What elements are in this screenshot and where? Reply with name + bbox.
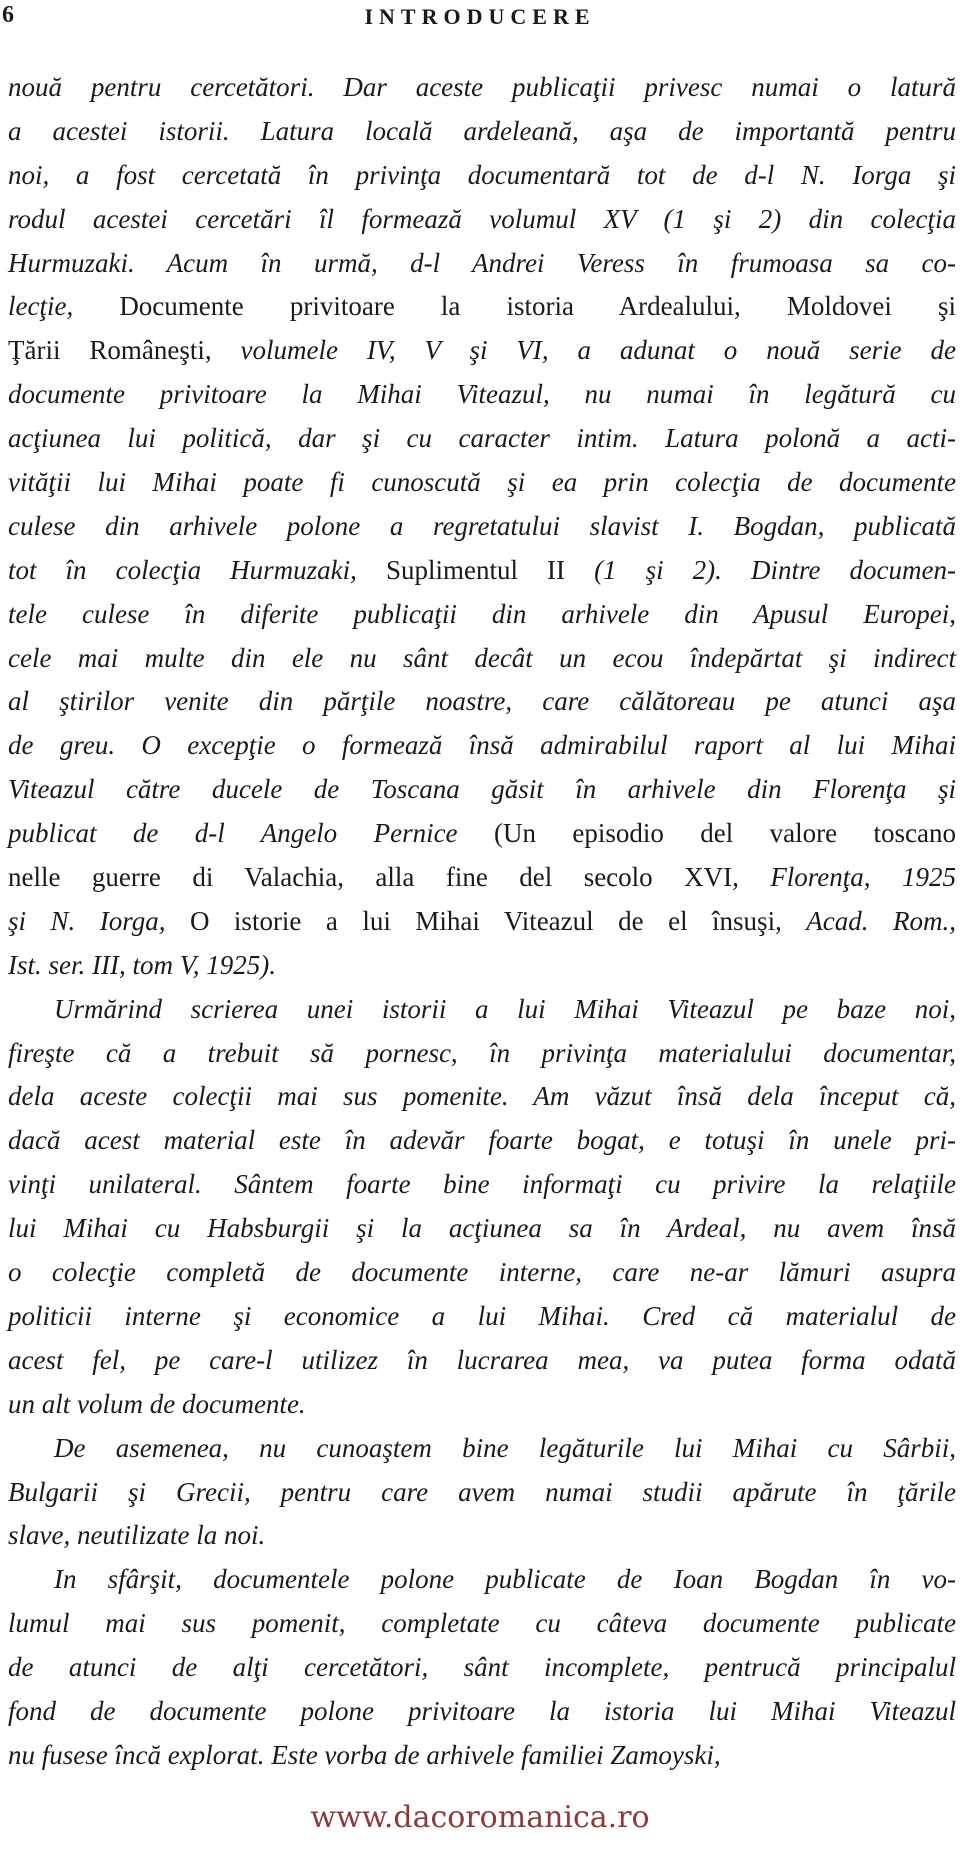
roman-run: Documente privitoare la istoria Ardealului, Moldovei şi <box>119 291 956 322</box>
text-line <box>8 549 956 593</box>
text-line <box>8 1646 956 1690</box>
italic-run: Bulgarii şi Grecii, pentru care avem numai studii apărute în ţările <box>8 1476 956 1507</box>
italic-run: Hurmuzaki. Acum în urmă, d-l Andrei Veress în frumoasa sa co- <box>8 247 956 278</box>
italic-run: fireşte că a trebuit să pornesc, în privinţa materialului documentar, <box>8 1037 956 1068</box>
text-line <box>8 242 956 286</box>
italic-run: Urmărind scrierea unei istorii a lui Mihai Viteazul pe baze noi, <box>54 993 956 1024</box>
text-line <box>8 1207 956 1251</box>
text-line <box>8 768 956 812</box>
text-line <box>8 505 956 549</box>
text-line <box>8 856 956 900</box>
italic-run: tot în colecţia Hurmuzaki, <box>8 554 386 585</box>
text-line <box>8 417 956 461</box>
italic-run: vinţi unilateral. Sântem foarte bine informaţi cu privire la relaţiile <box>8 1169 956 1200</box>
italic-run: tele culese în diferite publicaţii din arhivele din Apusul Europei, <box>8 598 956 629</box>
text-line <box>8 1119 956 1163</box>
text-line <box>8 1295 956 1339</box>
roman-run: Suplimentul II <box>385 554 595 585</box>
text-line <box>8 110 956 154</box>
paragraph <box>8 1427 956 1559</box>
italic-run: un alt volum de documente. <box>8 1388 306 1419</box>
italic-run: Viteazul către ducele de Toscana găsit în arhivele din Florenţa şi <box>8 774 956 805</box>
italic-run: a acestei istorii. Latura locală ardeleană, aşa de importantă pentru <box>8 115 956 146</box>
italic-run: culese din arhivele polone a regretatului slavist I. Bogdan, publicată <box>8 510 956 541</box>
italic-run: cele mai multe din ele nu sânt decât un ecou îndepărtat şi indirect <box>8 642 956 673</box>
text-line <box>8 637 956 681</box>
italic-run: Ist. ser. III, tom V, 1925). <box>8 949 276 980</box>
roman-run: (Un episodio del valore toscano <box>493 818 956 849</box>
italic-run: In sfârşit, documentele polone publicate de Ioan Bogdan în vo- <box>54 1564 956 1595</box>
italic-run: lui Mihai cu Habsburgii şi la acţiunea sa în Ardeal, nu avem însă <box>8 1213 956 1244</box>
italic-run: nouă pentru cercetători. Dar aceste publicaţii privesc numai o latură <box>8 72 956 102</box>
italic-run: fond de documente polone privitoare la istoria lui Mihai Viteazul <box>8 1695 956 1726</box>
text-line <box>8 1427 956 1471</box>
running-title: INTRODUCERE <box>364 4 596 29</box>
paragraph <box>8 66 956 988</box>
text-line <box>8 988 956 1032</box>
italic-run: lecţie, <box>8 291 120 322</box>
text-line <box>8 1602 956 1646</box>
italic-run: De asemenea, nu cunoaştem bine legăturile lui Mihai cu Sârbii, <box>54 1432 956 1463</box>
italic-run: vităţii lui Mihai poate fi cunoscută şi ea prin colecţia de documente <box>8 467 956 498</box>
body-text <box>8 66 956 1778</box>
italic-run: documente privitoare la Mihai Viteazul, nu numai în legătură cu <box>8 379 956 410</box>
text-line <box>8 680 956 724</box>
italic-run: dacă acest material este în adevăr foarte bogat, e totuşi în unele pri- <box>8 1125 956 1156</box>
roman-run: Ţării Româneşti, <box>8 335 241 366</box>
text-line <box>8 1075 956 1119</box>
italic-run: politicii interne şi economice a lui Mihai. Cred că materialul de <box>8 1300 956 1331</box>
text-line <box>8 1339 956 1383</box>
paragraph <box>8 988 956 1427</box>
italic-run: de greu. O excepţie o formează însă admirabilul raport al lui Mihai <box>8 730 956 761</box>
italic-run: şi N. Iorga, <box>8 905 190 936</box>
roman-run: nelle guerre di Valachia, alla fine del secolo XVI, <box>8 862 771 893</box>
italic-run: rodul acestei cercetări îl formează volumul XV (1 şi 2) din colecţia <box>8 203 956 234</box>
page-number: 6 <box>2 2 14 28</box>
watermark-url: www.dacoromanica.ro <box>310 1800 650 1835</box>
text-line <box>8 329 956 373</box>
text-line <box>8 1690 956 1734</box>
italic-run: (1 şi 2). Dintre documen- <box>594 554 956 585</box>
text-line <box>8 900 956 944</box>
italic-run: volumele IV, V şi VI, a adunat o nouă serie de <box>240 335 956 366</box>
text-line <box>8 812 956 856</box>
text-line <box>8 1163 956 1207</box>
paragraph <box>8 1558 956 1777</box>
text-line <box>8 1032 956 1076</box>
italic-run: acest fel, pe care-l utilizez în lucrarea mea, va putea forma odată <box>8 1344 956 1375</box>
page-header <box>0 0 960 40</box>
text-line <box>8 1383 956 1427</box>
text-line <box>8 1558 956 1602</box>
text-line <box>8 1514 956 1558</box>
italic-run: publicat de d-l Angelo Pernice <box>8 818 494 849</box>
text-line <box>8 461 956 505</box>
italic-run: noi, a fost cercetată în privinţa documentară tot de d-l N. Iorga şi <box>8 159 956 190</box>
italic-run: slave, neutilizate la noi. <box>8 1520 266 1551</box>
italic-run: Acad. Rom., <box>806 905 956 936</box>
italic-run: acţiunea lui politică, dar şi cu caracter intim. Latura polonă a acti- <box>8 423 956 454</box>
text-line <box>8 66 956 110</box>
text-line <box>8 1734 956 1778</box>
italic-run: nu fusese încă explorat. Este vorba de arhivele familiei Zamoyski, <box>8 1739 721 1770</box>
text-line <box>8 593 956 637</box>
text-line <box>8 373 956 417</box>
text-line <box>8 1251 956 1295</box>
text-line <box>8 285 956 329</box>
italic-run: al ştirilor venite din părţile noastre, care călătoreau pe atunci aşa <box>8 686 956 717</box>
text-line <box>8 198 956 242</box>
italic-run: Florenţa, 1925 <box>770 862 956 893</box>
italic-run: o colecţie completă de documente interne, care ne-ar lămuri asupra <box>8 1257 956 1288</box>
text-line <box>8 724 956 768</box>
roman-run: O istorie a lui Mihai Viteazul de el însuşi, <box>189 905 807 936</box>
text-line <box>8 944 956 988</box>
italic-run: de atunci de alţi cercetători, sânt incomplete, pentrucă principalul <box>8 1652 956 1683</box>
text-line <box>8 154 956 198</box>
text-line <box>8 1471 956 1515</box>
italic-run: dela aceste colecţii mai sus pomenite. Am văzut însă dela început că, <box>8 1081 956 1112</box>
italic-run: lumul mai sus pomenit, completate cu câteva documente publicate <box>8 1608 956 1639</box>
